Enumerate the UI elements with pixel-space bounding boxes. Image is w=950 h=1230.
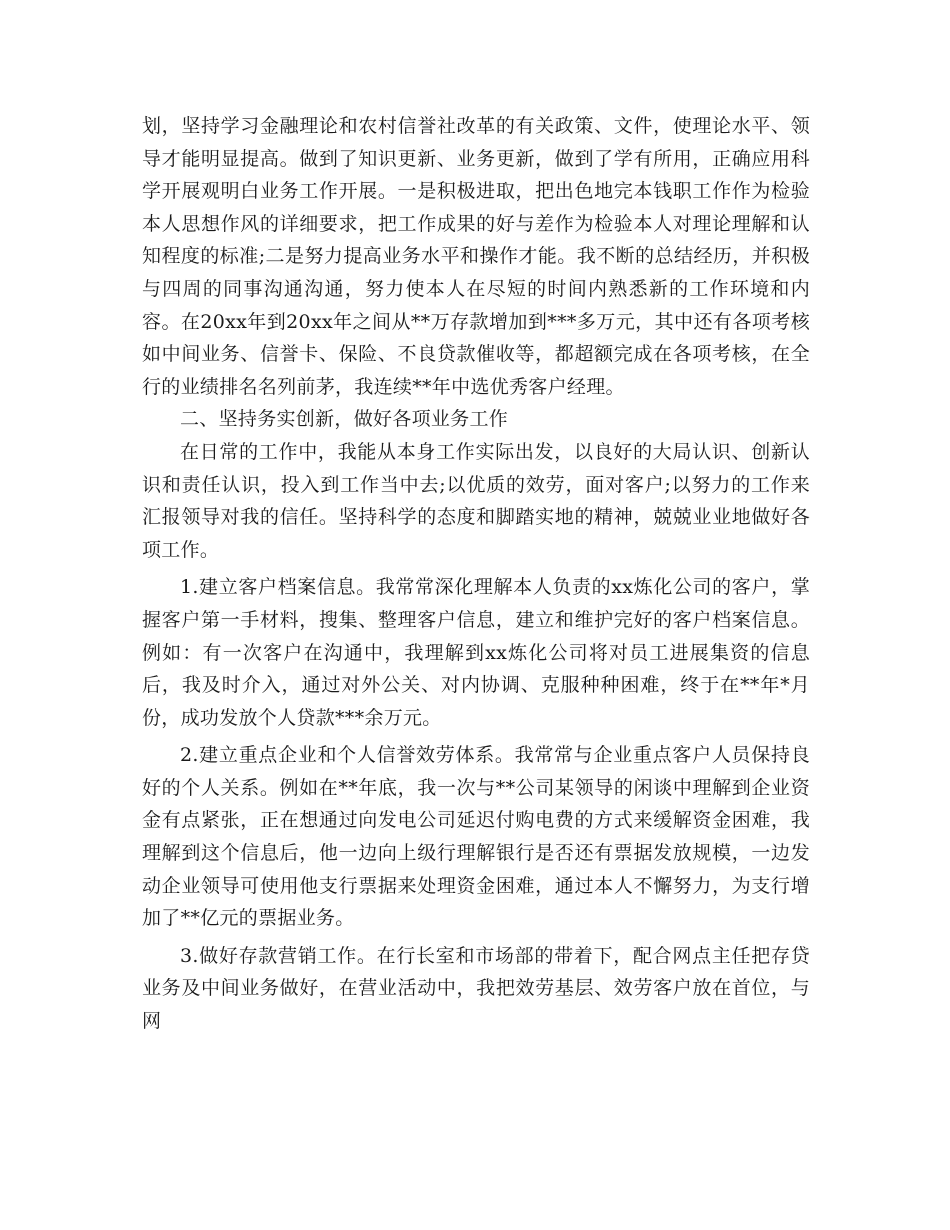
section-heading-innovation: 二、坚持务实创新，做好各项业务工作 bbox=[180, 408, 509, 431]
paragraph-customer-archive: 1.建立客户档案信息。我常常深化理解本人负责的xx炼化公司的客户，掌握客户第一手材料，搜集、整理客户信息，建立和维护完好的客户档案信息。例如：有一次客户在沟通中，我理解到xx炼化公司将对员工进展集资的信息后，我及时介入，通过对外公关、对内协调、克服种种困难，终于在**年*月份，成功发放个人贷款***余万元。 bbox=[142, 576, 810, 729]
paragraph-daily-work: 在日常的工作中，我能从本身工作实际出发，以良好的大局认识、创新认识和责任认识，投入到工作当中去;以优质的效劳，面对客户;以努力的工作来汇报领导对我的信任。坚持科学的态度和脚踏实地的精神，兢兢业业地做好各项工作。 bbox=[142, 440, 810, 561]
paragraph-deposit-marketing: 3.做好存款营销工作。在行长室和市场部的带着下，配合网点主任把存贷业务及中间业务做好，在营业活动中，我把效劳基层、效劳客户放在首位，与网 bbox=[142, 944, 810, 1033]
document-body bbox=[142, 110, 810, 1038]
paragraph-credit-service: 2.建立重点企业和个人信誉效劳体系。我常常与企业重点客户人员保持良好的个人关系。例如在**年底，我一次与**公司某领导的闲谈中理解到企业资金有点紧张，正在想通过向发电公司延迟付购电费的方式来缓解资金困难，我理解到这个信息后，他一边向上级行理解银行是否还有票据发放规模，一边发动企业领导可使用他支行票据来处理资金困难，通过本人不懈努力，为支行增加了**亿元的票据业务。 bbox=[142, 744, 810, 930]
paragraph-theory-study: 划，坚持学习金融理论和农村信誉社改革的有关政策、文件，使理论水平、领导才能明显提高。做到了知识更新、业务更新，做到了学有所用，正确应用科学开展观明白业务工作开展。一是积极进取，把出色地完本钱职工作作为检验本人思想作风的详细要求，把工作成果的好与差作为检验本人对理论理解和认知程度的标准;二是努力提高业务水平和操作才能。我不断的总结经历，并积极与四周的同事沟通沟通，努力使本人在尽短的时间内熟悉新的工作环境和内容。在20xx年到20xx年之间从**万存款增加到***多万元，其中还有各项考核如中间业务、信誉卡、保险、不良贷款催收等，都超额完成在各项考核，在全行的业绩排名名列前茅，我连续**年中选优秀客户经理。 bbox=[142, 115, 810, 398]
